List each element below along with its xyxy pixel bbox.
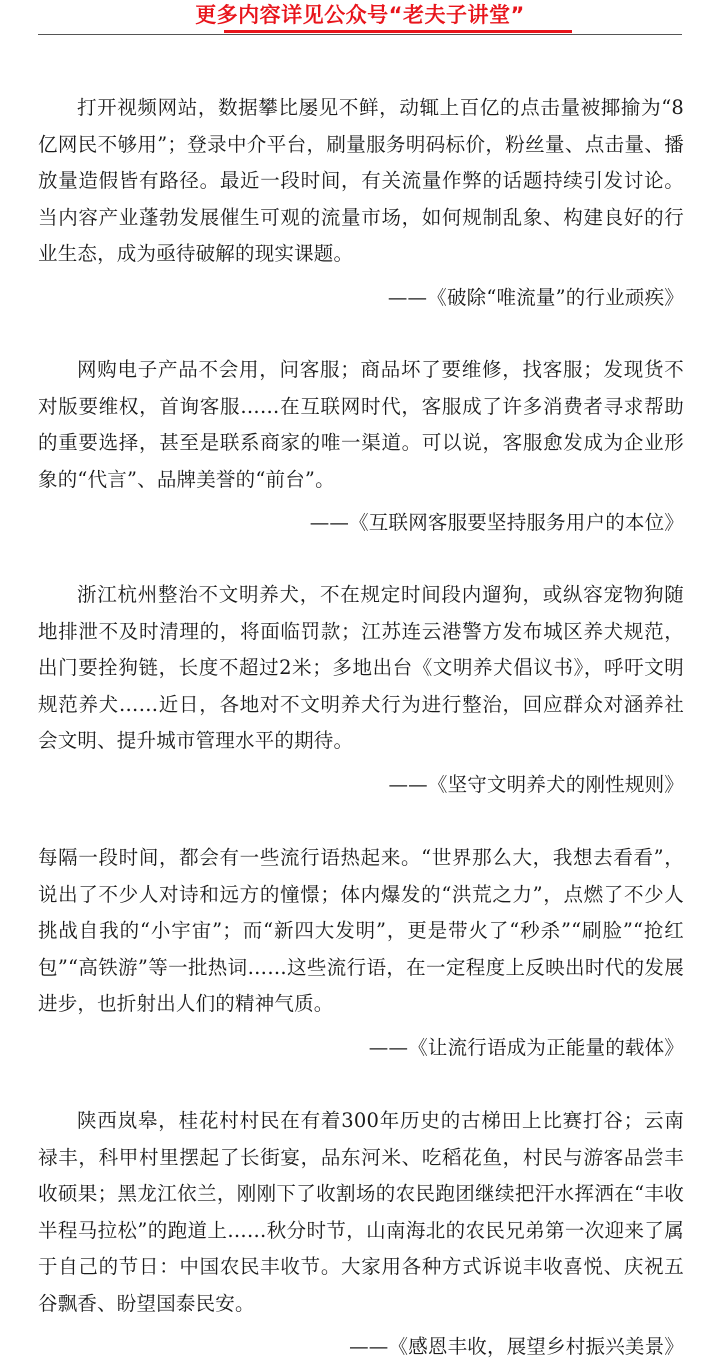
header-title: 更多内容详见公众号“老夫子讲堂”	[195, 3, 525, 27]
excerpt-body: 陕西岚皋，桂花村村民在有着300年历史的古梯田上比赛打谷；云南禄丰，科甲村里摆起了长街宴，品东河米、吃稻花鱼，村民与游客品尝丰收硕果；黑龙江依兰，刚刚下了收割场的农民跑团继续把汗水挥洒在“丰收半程马拉松”的跑道上……秋分时节，山南海北的农民兄弟第一次迎来了属于自己的节日：中国农民丰收节。大家用各种方式诉说丰收喜悦、庆祝五谷飘香、盼望国泰民安。	[38, 1109, 684, 1315]
excerpt-body: 网购电子产品不会用，问客服；商品坏了要维修，找客服；发现货不对版要维权，首询客服……在互联网时代，客服成了许多消费者寻求帮助的重要选择，甚至是联系商家的唯一渠道。可以说，客服愈发成为企业形象的“代言”、品牌美誉的“前台”。	[38, 358, 684, 491]
excerpt-2	[38, 352, 684, 538]
excerpt-source: ——《感恩丰收，展望乡村振兴美景》	[349, 1335, 684, 1358]
excerpt-body: 浙江杭州整治不文明养犬，不在规定时间段内遛狗，或纵容宠物狗随地排泄不及时清理的，将面临罚款；江苏连云港警方发布城区养犬规范，出门要拴狗链，长度不超过2米；多地出台《文明养犬倡议书》，呼吁文明规范养犬……近日，各地对不文明养犬行为进行整治，回应群众对涵养社会文明、提升城市管理水平的期待。	[38, 583, 684, 752]
page-header	[38, 0, 682, 35]
excerpt-4	[38, 840, 684, 1063]
excerpt-5	[38, 1103, 684, 1362]
excerpt-3	[38, 577, 684, 800]
excerpt-source: ——《破除“唯流量”的行业顽疾》	[387, 285, 684, 309]
header-underline	[224, 30, 572, 33]
excerpt-source: ——《坚守文明养犬的刚性规则》	[388, 772, 684, 796]
excerpt-body: 每隔一段时间，都会有一些流行语热起来。“世界那么大，我想去看看”，说出了不少人对诗和远方的憧憬；体内爆发的“洪荒之力”，点燃了不少人挑战自我的“小宇宙”；而“新四大发明”，更是带火了“秒杀”“刷脸”“抢红包”“高铁游”等一批热词……这些流行语，在一定程度上反映出时代的发展进步，也折射出人们的精神气质。	[38, 846, 684, 1015]
excerpt-source: ——《让流行语成为正能量的载体》	[368, 1035, 684, 1059]
excerpt-body: 打开视频网站，数据攀比屡见不鲜，动辄上百亿的点击量被揶揄为“8亿网民不够用”；登录中介平台，刷量服务明码标价，粉丝量、点击量、播放量造假皆有路径。最近一段时间，有关流量作弊的话题持续引发讨论。当内容产业蓬勃发展催生可观的流量市场，如何规制乱象、构建良好的行业生态，成为亟待破解的现实课题。	[38, 96, 684, 265]
excerpt-source: ——《互联网客服要坚持服务用户的本位》	[309, 511, 684, 534]
excerpt-1	[38, 90, 684, 313]
